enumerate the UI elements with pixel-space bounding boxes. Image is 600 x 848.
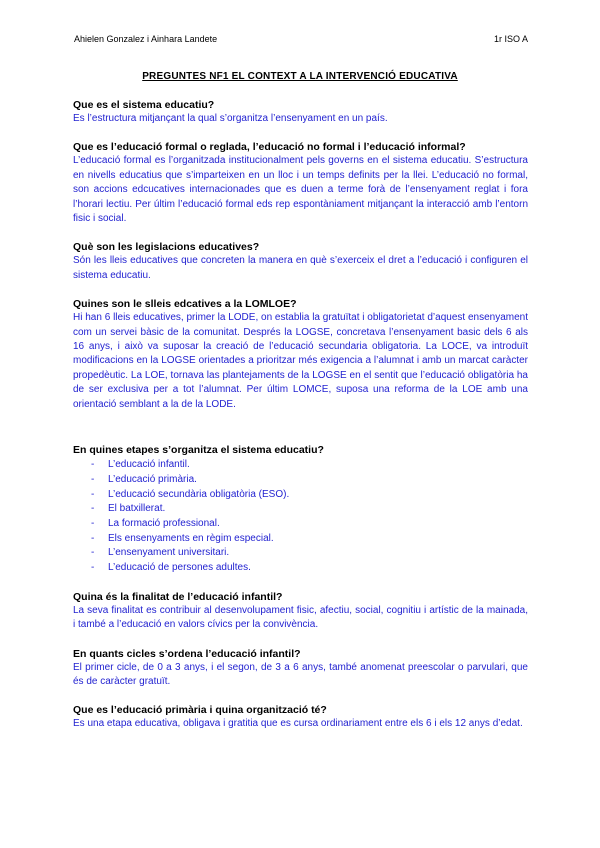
stages-list (73, 458, 528, 576)
bullet-dash: - (91, 562, 95, 574)
qa-section (73, 647, 528, 690)
answer-text: El primer cicle, de 0 a 3 anys, i el segon, de 3 a 6 anys, també anomenat preescolar o parvulari, que és de caràcter gratuït. (73, 661, 528, 687)
list-item-text: L’educació secundària obligatòria (ESO). (108, 488, 290, 500)
answer-text: Són les lleis educatives que concreten la manera en què s’exerceix el dret a l’educació i configuren el sistema educatiu. (73, 255, 528, 281)
list-item (73, 546, 528, 561)
qa-section (73, 590, 528, 633)
qa-section (73, 98, 528, 126)
list-item-text: L’educació primària. (108, 473, 197, 485)
bullet-dash: - (91, 459, 95, 471)
question-heading: Què son les legislacions educatives? (73, 241, 260, 254)
page-header (74, 34, 528, 48)
answer-text: Hi han 6 lleis educatives, primer la LODE, on establia la gratuïtat i obligatorietat d’aquest ensenyament com un servei bàsic de la comunitat. Després la LOGSE, concretava l’ensenyament basic dels 6 als 16 anys, i això va suposar la creació de l’educació secundaria obligatoria. La LOCE, va introduït modificacions en la LOGSE orientades a prioritzar més exigencia a l’alumnat i amb un marcat caràcter propedèutic. La LOE, tornava las plantejaments de la LOGSE en el sentit que l’educació obligatòria ha de ser exclusiva per a tot l’alumnat. Per últim LOMCE, suposa una reforma de la LOE amb una orientació semblant a la de la LODE. (73, 312, 528, 410)
answer-text: L’educació formal es l’organitzada institucionalment pels governs en el sistema educatiu. S’estructura en nivells educatius que s’imparteixen en un lloc i un temps definits per la llei. L’educació no formal, son accions edcucatives internacionades que es duen a terme forà de l’ensenyament reglat i fora l’horari lectiu. Per últim l’educació formal eds rep espontàniament mitjançant la interacció amb l’entorn fisic i social. (73, 155, 528, 225)
answer-text: Es l’estructura mitjançant la qual s’organitza l’ensenyament en un país. (73, 113, 388, 124)
list-item-text: La formació professional. (108, 517, 220, 529)
list-item (73, 532, 528, 547)
document-title: PREGUNTES NF1 EL CONTEXT A LA INTERVENCIÓ EDUCATIVA (142, 71, 458, 82)
bullet-dash: - (91, 503, 95, 515)
bullet-dash: - (91, 488, 95, 500)
header-authors: Ahielen Gonzalez i Ainhara Landete (74, 34, 218, 44)
qa-section (73, 703, 528, 731)
list-item (73, 488, 528, 503)
list-item (73, 502, 528, 517)
question-heading: En quines etapes s’organitza el sistema educatiu? (73, 444, 324, 457)
question-heading: Que es l’educació formal o reglada, l’educació no formal i l’educació informal? (73, 141, 466, 154)
bullet-dash: - (91, 473, 95, 485)
list-item-text: El batxillerat. (108, 503, 166, 515)
qa-section (73, 140, 528, 226)
question-heading: Que es l’educació primària i quina organització té? (73, 704, 327, 717)
list-item (73, 561, 528, 576)
question-heading: Quina és la finalitat de l’educació infantil? (73, 590, 283, 603)
qa-section (73, 443, 528, 576)
header-course: 1r ISO A (493, 34, 528, 44)
qa-section (73, 240, 528, 283)
list-item (73, 458, 528, 473)
qa-section (73, 297, 528, 412)
bullet-dash: - (91, 547, 95, 559)
list-item-text: L’educació infantil. (108, 459, 190, 471)
bullet-dash: - (91, 517, 95, 529)
list-item (73, 517, 528, 532)
list-item-text: L’educació de persones adultes. (108, 562, 251, 574)
question-heading: Que es el sistema educatiu? (73, 99, 215, 111)
question-heading: Quines son le slleis edcatives a la LOMLOE? (73, 298, 297, 311)
answer-text: La seva finalitat es contribuir al desenvolupament fisic, afectiu, social, cognitiu i artístic de la mainada, i també a l’educació en valors cívics per la convivència. (73, 604, 528, 631)
list-item-text: Els ensenyaments en règim especial. (108, 532, 274, 544)
answer-text: Es una etapa educativa, obligava i gratitia que es cursa ordinariament entre els 6 i els 12 anys d’edat. (73, 718, 523, 730)
document-body (73, 98, 528, 746)
list-item-text: L’ensenyament universitari. (108, 547, 230, 559)
question-heading: En quants cicles s’ordena l’educació infantil? (73, 647, 301, 660)
bullet-dash: - (91, 532, 95, 544)
list-item (73, 473, 528, 488)
